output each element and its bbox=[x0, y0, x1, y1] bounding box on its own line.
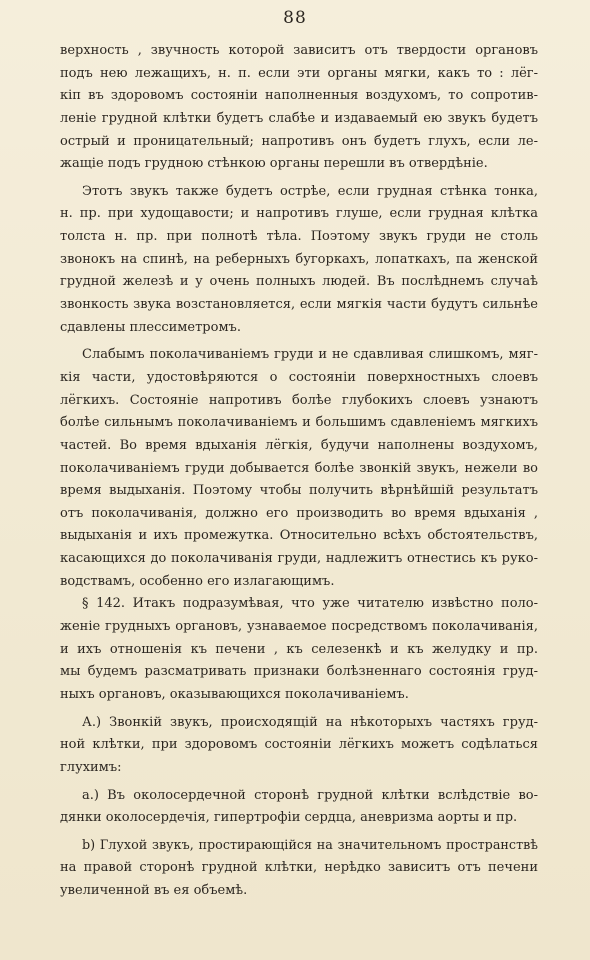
text-line: подъ нею лежащихъ, н. п. если эти органы мягки, какъ то : лёг- bbox=[60, 65, 538, 81]
text-line: н. пр. при худощавости; и напротивъ глуше, если грудная клѣтка bbox=[60, 206, 538, 222]
text-line: поколачиваніемъ груди добывается болѣе звонкій звукъ, нежели во bbox=[60, 460, 538, 476]
text-line: звонкость звука возстановляется, если мягкія части будутъ сильнѣе bbox=[60, 297, 538, 313]
text-line: Слабымъ поколачиваніемъ груди и не сдавливая слишкомъ, мяг- bbox=[82, 347, 538, 363]
text-line: касающихся до поколачиванія груди, надлежитъ отнестись къ руко- bbox=[60, 551, 538, 567]
text-line: частей. Во время вдыханія лёгкія, будучи наполнены воздухомъ, bbox=[60, 437, 538, 453]
text-line: глухимъ: bbox=[60, 759, 122, 775]
text-line: § 142. Итакъ подразумѣвая, что уже читателю извѣстно поло- bbox=[82, 596, 538, 612]
text-line: увеличенной въ ея объемѣ. bbox=[60, 883, 248, 899]
text-line: время выдыханія. Поэтому чтобы получить вѣрнѣйшій результатъ bbox=[60, 483, 538, 499]
page-number: 88 bbox=[283, 8, 307, 28]
body-text bbox=[60, 40, 538, 903]
text-line: леніе грудной клѣтки будетъ слабѣе и издаваемый ею звукъ будетъ bbox=[60, 110, 538, 126]
text-line: a.) Въ околосердечной сторонѣ грудной клѣтки вслѣдствіе во- bbox=[82, 787, 538, 803]
text-line: мы будемъ разсматривать признаки болѣзненнаго состоянія груд- bbox=[60, 664, 538, 680]
text-line: кія части, удостовѣряются о состояніи поверхностныхъ слоевъ bbox=[60, 369, 538, 385]
text-line: женіе грудныхъ органовъ, узнаваемое посредствомъ поколачиванія, bbox=[60, 619, 538, 635]
text-line: отъ поколачиванія, должно его производить во время вдыханія , bbox=[60, 505, 538, 521]
text-line: острый и проницательный; напротивъ онъ будетъ глухъ, если ле- bbox=[60, 133, 538, 149]
text-line: сдавлены плессиметромъ. bbox=[60, 319, 241, 335]
text-line: толста н. пр. при полнотѣ тѣла. Поэтому звукъ груди не столь bbox=[60, 229, 538, 245]
text-line: дянки околосердечія, гипертрофіи сердца, аневризма аорты и пр. bbox=[60, 810, 518, 826]
text-line: кіп въ здоровомъ состояніи наполненныя воздухомъ, то сопротив- bbox=[60, 88, 538, 104]
text-line: ныхъ органовъ, оказывающихся поколачиваніемъ. bbox=[60, 686, 409, 702]
text-line: водствамъ, особенно его излагающимъ. bbox=[60, 573, 335, 589]
text-line: лёгкихъ. Состояніе напротивъ болѣе глубокихъ слоевъ узнаютъ bbox=[60, 392, 538, 408]
text-line: на правой сторонѣ грудной клѣтки, нерѣдко зависитъ отъ печени bbox=[60, 860, 538, 876]
text-line: ной клѣтки, при здоровомъ состояніи лёгкихъ можетъ содѣлаться bbox=[60, 737, 538, 753]
text-line: выдыханія и ихъ промежутка. Относительно всѣхъ обстоятельствъ, bbox=[60, 528, 538, 544]
text-line: болѣе сильнымъ поколачиваніемъ и большимъ сдавленіемъ мягкихъ bbox=[60, 415, 538, 431]
text-line: А.) Звонкій звукъ, происходящій на нѣкоторыхъ частяхъ груд- bbox=[82, 714, 538, 730]
text-line: жащіе подъ грудною стѣнкою органы перешли въ отвердѣніе. bbox=[60, 156, 488, 172]
text-line: верхность , звучность которой зависитъ отъ твердости органовъ bbox=[60, 43, 538, 58]
text-line: b) Глухой звукъ, простирающійся на значительномъ пространствѣ bbox=[82, 837, 538, 853]
text-line: звонокъ на спинѣ, на реберныхъ бугоркахъ, лопаткахъ, па женской bbox=[60, 251, 538, 267]
text-line: Этотъ звукъ также будетъ острѣе, если грудная стѣнка тонка, bbox=[82, 183, 538, 199]
text-line: и ихъ отношенія къ печени , къ селезенкѣ и къ желудку и пр. bbox=[60, 641, 538, 657]
text-line: грудной железѣ и у очень полныхъ людей. Въ послѣднемъ случаѣ bbox=[60, 274, 538, 290]
